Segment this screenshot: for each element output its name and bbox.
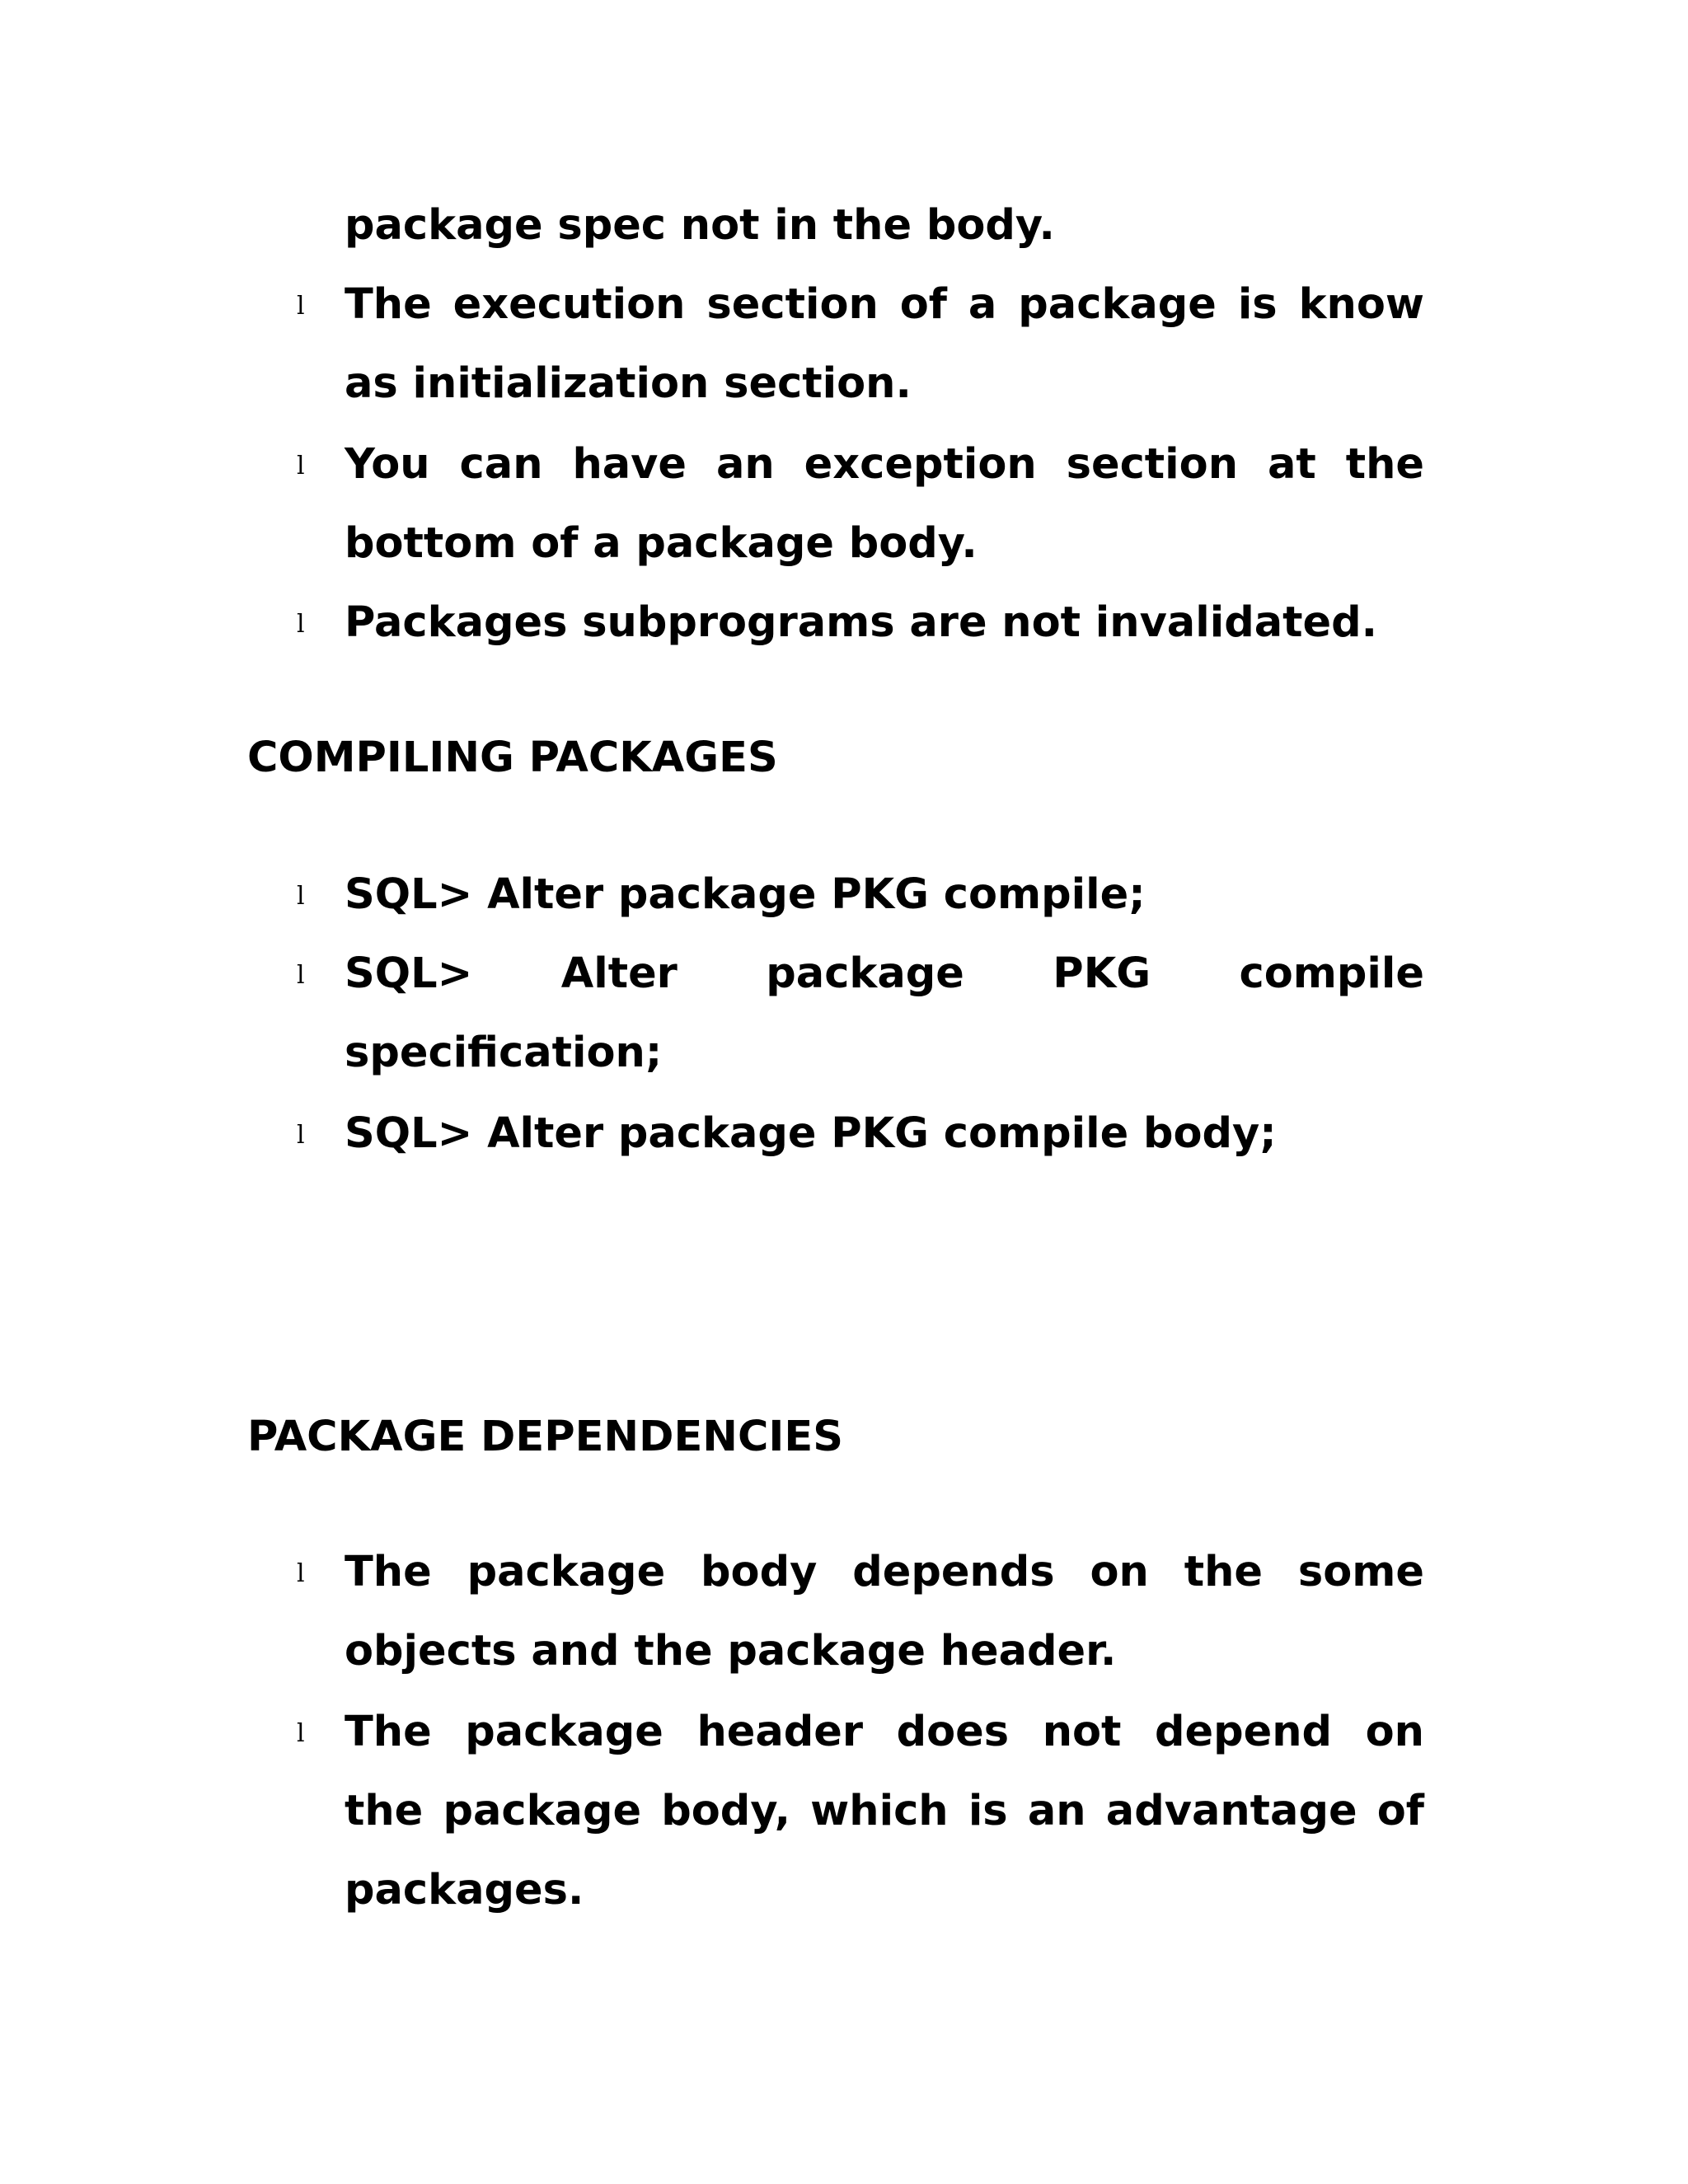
list-item-text: SQL> Alter package PKG compile <box>345 949 1424 998</box>
bullet-marker: l <box>297 1719 305 1748</box>
list-item-text: packages. <box>345 1866 584 1915</box>
bullet-marker: l <box>297 610 305 639</box>
list-item-text: the package body, which is an advantage of <box>345 1787 1424 1835</box>
bullet-marker: l <box>297 961 305 990</box>
list-item-text: objects and the package header. <box>345 1627 1117 1675</box>
bullet-marker: l <box>297 452 305 480</box>
bullet-marker: l <box>297 1559 305 1588</box>
list-item-text: as initialization section. <box>345 359 912 408</box>
bullet-marker: l <box>297 292 305 321</box>
list-item-text: The execution section of a package is know <box>345 280 1424 329</box>
continuation-text: package spec not in the body. <box>345 201 1055 250</box>
list-item-text: The package body depends on the some <box>345 1548 1424 1596</box>
list-item-text: You can have an exception section at the <box>345 440 1424 489</box>
list-item-text: SQL> Alter package PKG compile body; <box>345 1109 1277 1158</box>
list-item-text: bottom of a package body. <box>345 519 978 568</box>
section-heading-compiling: COMPILING PACKAGES <box>247 733 778 782</box>
list-item-text: specification; <box>345 1029 663 1077</box>
list-item-text: Packages subprograms are not invalidated. <box>345 598 1377 647</box>
bullet-marker: l <box>297 1121 305 1150</box>
bullet-marker: l <box>297 882 305 911</box>
list-item-text: The package header does not depend on <box>345 1708 1424 1756</box>
list-item-text: SQL> Alter package PKG compile; <box>345 870 1146 919</box>
section-heading-dependencies: PACKAGE DEPENDENCIES <box>247 1413 843 1461</box>
